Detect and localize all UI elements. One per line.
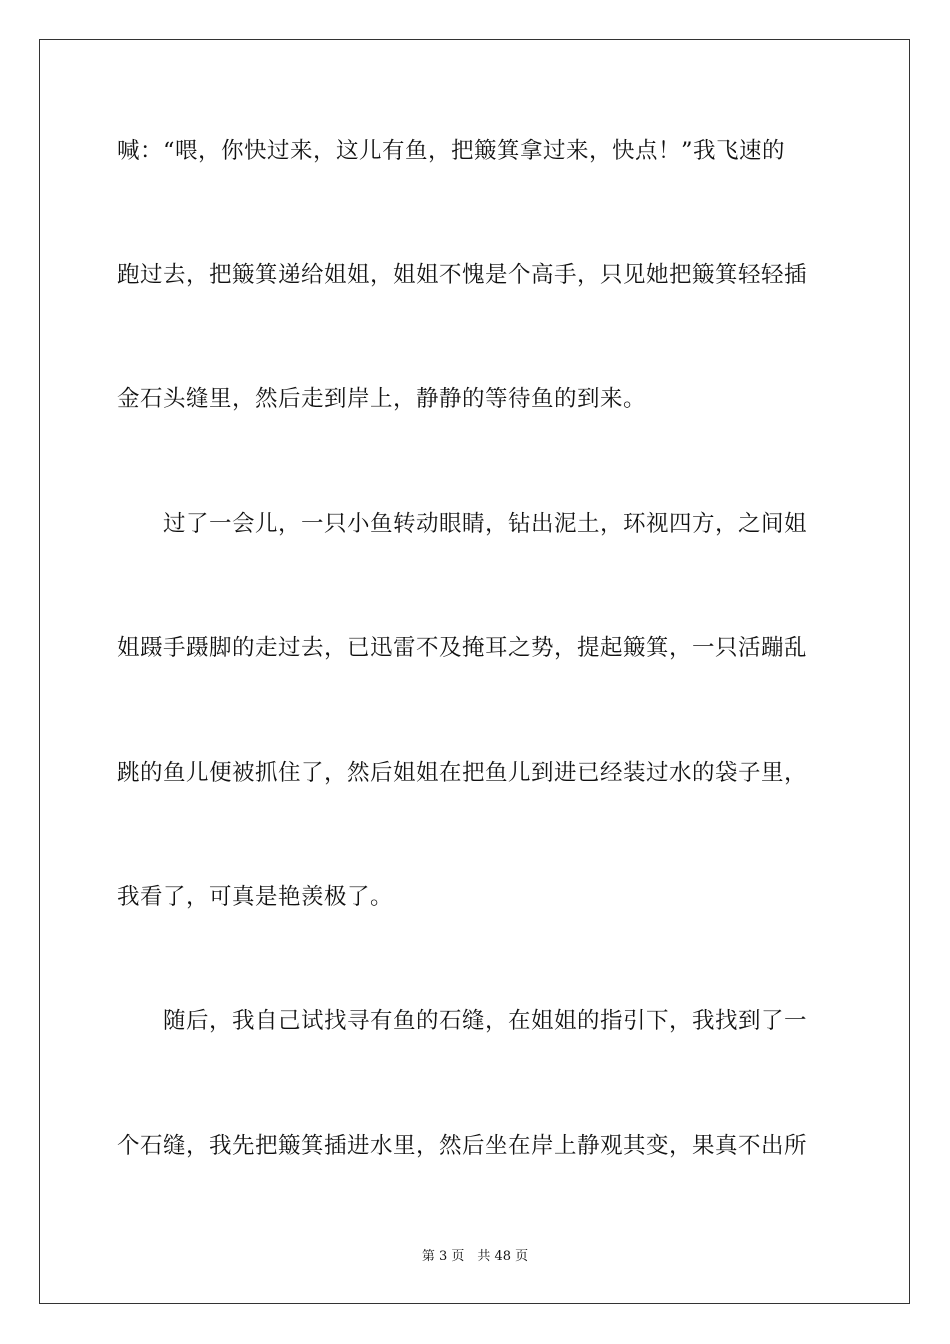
text-line: 喊：“喂，你快过来，这儿有鱼，把簸箕拿过来，快点！”我飞速的: [117, 138, 786, 164]
page-number-footer: 第 3 页 共 48 页: [421, 1249, 529, 1264]
text-line: 我看了，可真是艳羡极了。: [117, 884, 394, 910]
page-border: [39, 39, 910, 1304]
text-line: 姐蹑手蹑脚的走过去，已迅雷不及掩耳之势，提起簸箕，一只活蹦乱: [117, 635, 808, 661]
text-line: 金石头缝里，然后走到岸上，静静的等待鱼的到来。: [117, 386, 647, 412]
text-line: 跑过去，把簸箕递给姐姐，姐姐不愧是个高手，只见她把簸箕轻轻插: [117, 262, 808, 288]
text-line: 过了一会儿，一只小鱼转动眼睛，钻出泥土，环视四方，之间姐: [117, 511, 808, 537]
text-line: 跳的鱼儿便被抓住了，然后姐姐在把鱼儿到进已经装过水的袋子里，: [117, 760, 808, 786]
text-line: 随后，我自己试找寻有鱼的石缝，在姐姐的指引下，我找到了一: [117, 1008, 808, 1034]
text-line: 个石缝，我先把簸箕插进水里，然后坐在岸上静观其变，果真不出所: [117, 1133, 808, 1159]
